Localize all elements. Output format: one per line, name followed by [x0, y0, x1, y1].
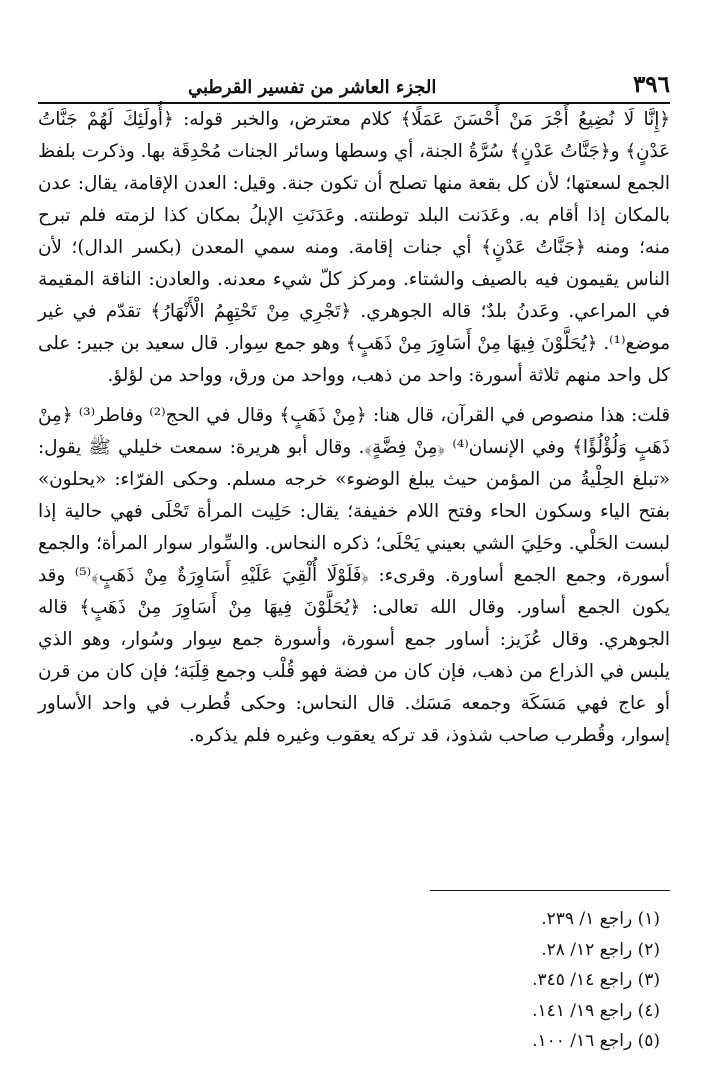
- footnote-item: (٢) راجع ١٢/ ٢٨.: [541, 939, 660, 960]
- footnote-item: (١) راجع ١/ ٢٣٩.: [541, 909, 660, 929]
- body-paragraph: قلت: هذا منصوص في القرآن، قال هنا: ﴿مِنْ ذَهَبٍ﴾ وقال في الحج⁽²⁾ وفاطر⁽³⁾ ﴿مِنْ ذَهَبٍ وَلُؤْلُؤًا﴾ وفي الإنسان⁽⁴⁾ ﴿مِنْ فِضَّةٍ﴾. وقال أبو هريرة: سمعت خليلي ﷺ يقول: «تبلغ الحِلْيةُ من المؤمن حيث يبلغ الوضوء» خرجه مسلم. وحكى الفرّاء: «يحلون» بفتح الياء وسكون الحاء وفتح اللام خفيفة؛ يقال: حَلِيت المرأة تَحْلَى فهي حالية إذا لبست الحَلْي. وحَلِيَ الشي بعيني يَحْلَى؛ ذكره النحاس. والسِّوار سوار المرأة؛ والجمع أسورة، وجمع الجمع أساورة. وقرىء: ﴿فَلَوْلَا أُلْقِيَ عَلَيْهِ أَسَاوِرَةٌ مِنْ ذَهَبٍ﴾⁽⁵⁾ وقد يكون الجمع أساور. وقال الله تعالى: ﴿يُحَلَّوْنَ فِيهَا مِنْ أَسَاوِرَ مِنْ ذَهَبٍ﴾ قاله الجوهري. وقال عُزَيز: أساور جمع أسورة، وأسورة جمع سِوار وسُوار، وهو الذي يلبس في الذراع من ذهب، فإن كان من فضة فهو قُلْب وجمع قِلَبَة؛ فإن كان من قرن أو عاج فهي مَسَكَة وجمعه مَسَك. قال النحاس: وحكى قُطرب في واحد الأساور إسوار، وقُطرب صاحب شذوذ، قد تركه يعقوب وغيره فلم يذكره.: [38, 405, 670, 746]
- body-paragraph: ﴿إِنَّا لَا نُضِيعُ أَجْرَ مَنْ أَحْسَنَ عَمَلًا﴾ كلام معترض، والخبر قوله: ﴿أُولَئِكَ لَهُمْ جَنَّاتُ عَدْنٍ﴾ و﴿جَنَّاتُ عَدْنٍ﴾ سُرَّةُ الجنة، أي وسطها وسائر الجنات مُحْدِقَة بها. وذكرت بلفظ الجمع لسعتها؛ لأن كل بقعة منها تصلح أن تكون جنة. وقيل: العدن الإقامة، يقال: عدن بالمكان إذا أقام به. وعَدَنت البلد توطنته. وعَدَنَتِ الإبلُ بمكان كذا لزمته فلم تبرح منه؛ ومنه ﴿جَنَّاتُ عَدْنٍ﴾ أي جنات إقامة. ومنه سمي المعدن (بكسر الدال)؛ لأن الناس يقيمون فيه بالصيف والشتاء. ومركز كلّ شيء معدنه. والعادن: الناقة المقيمة في المراعي. وعَدنُ بلدٌ؛ قاله الجوهري. ﴿تَجْرِي مِنْ تَحْتِهِمُ الْأَنْهَارُ﴾ تقدّم في غير موضع⁽¹⁾. ﴿يُحَلَّوْنَ فِيهَا مِنْ أَسَاوِرَ مِنْ ذَهَبٍ﴾ وهو جمع سِوار. قال سعيد بن جبير: على كل واحد منهم ثلاثة أسورة: واحد من ذهب، وواحد من ورق، وواحد من لؤلؤ.: [38, 109, 670, 386]
- footnote-divider: [430, 890, 670, 891]
- page-body: [38, 104, 670, 752]
- page-number: ٣٩٦: [632, 71, 670, 98]
- running-title: الجزء العاشر من تفسير القرطبي: [188, 77, 437, 98]
- footnote-item: (٤) راجع ١٩/ ١٤١.: [532, 1000, 660, 1021]
- page-header: [38, 64, 670, 104]
- footnote-item: (٥) راجع ١٦/ ١٠٠.: [532, 1031, 660, 1051]
- footnote-item: (٣) راجع ١٤/ ٣٤٥.: [532, 970, 660, 990]
- footnotes: [38, 904, 660, 1057]
